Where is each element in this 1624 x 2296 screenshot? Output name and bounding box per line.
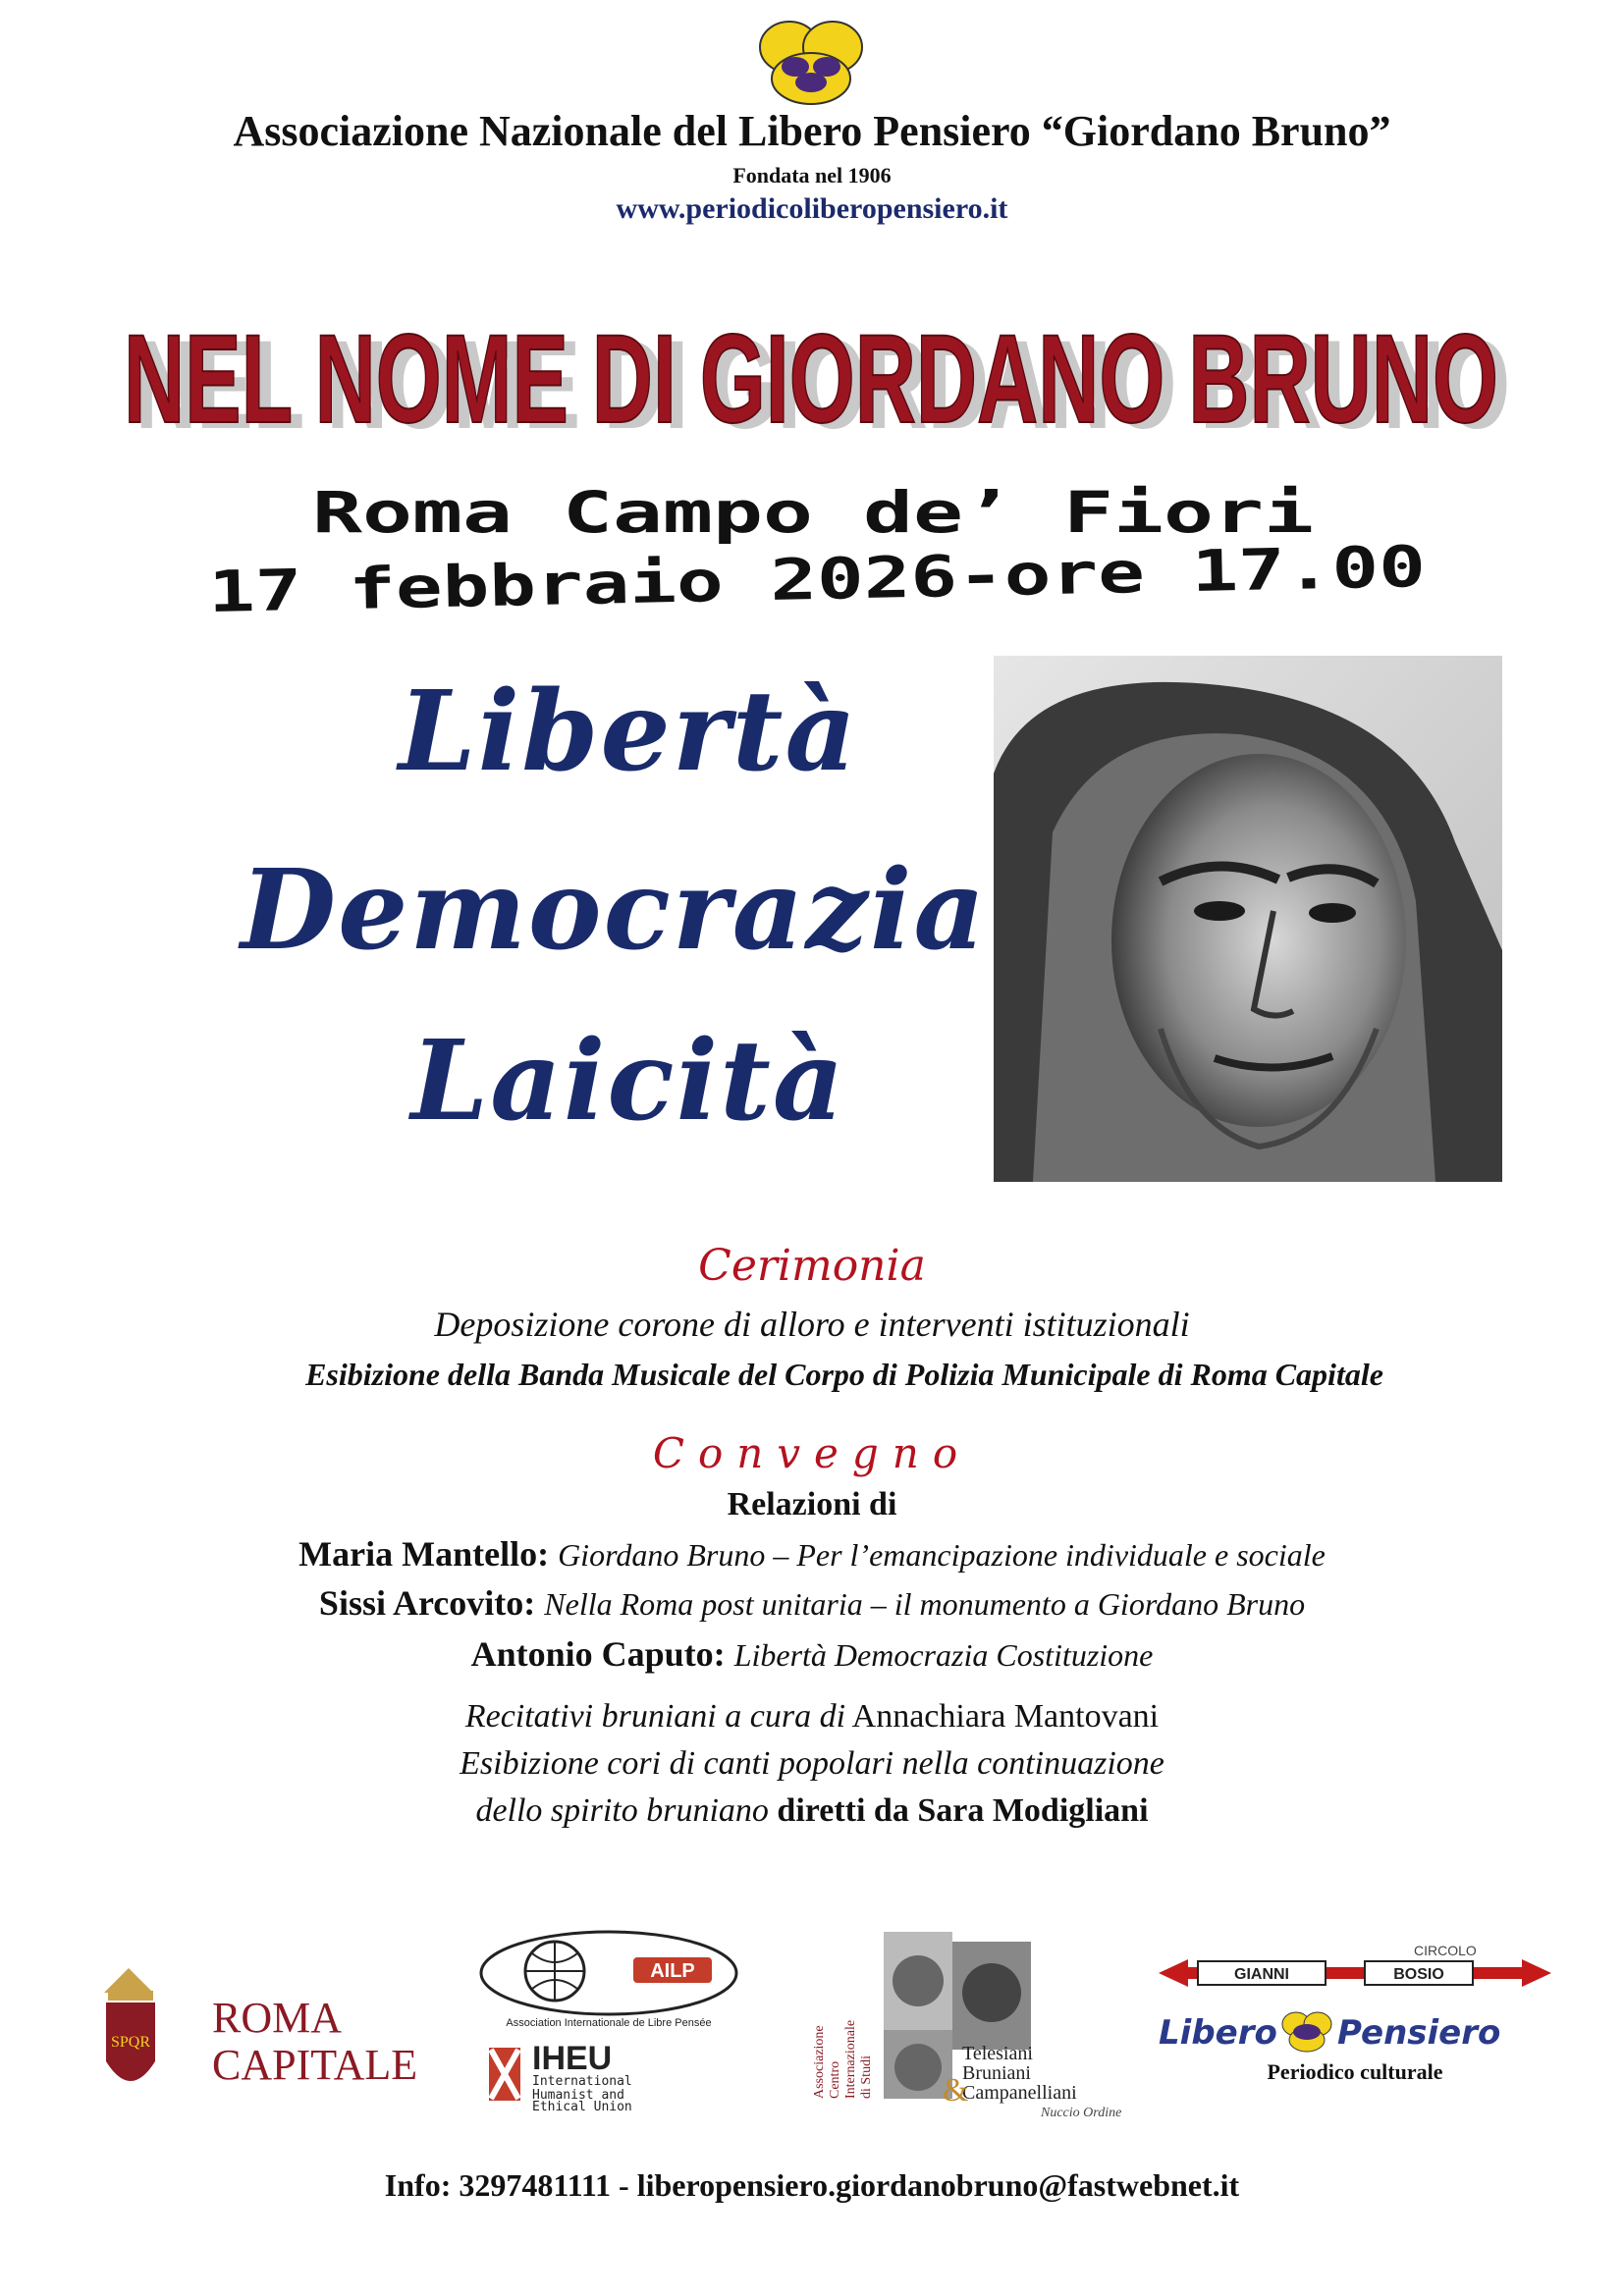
- contact-info: Info: 3297481111 - liberopensiero.giordanobruno@fastwebnet.it: [384, 2167, 1240, 2203]
- pansy-logo-icon: [756, 20, 866, 106]
- circolo-text: CIRCOLO: [1414, 1943, 1477, 1958]
- speaker-talk: Nella Roma post unitaria – il monumento a Giordano Bruno: [544, 1586, 1306, 1622]
- convegno-title: Convegno: [652, 1429, 972, 1477]
- libero-pensiero-logo: [1149, 1934, 1561, 2120]
- centro-name-2: Bruniani: [962, 2062, 1031, 2084]
- ceremony-line-1: Deposizione corone di alloro e interventi istituzionali: [434, 1305, 1190, 1344]
- pansy-small-icon: [1282, 2012, 1331, 2052]
- gianni-text: GIANNI: [1234, 1966, 1289, 1983]
- cori-line-2: [0, 1792, 1624, 1830]
- value-liberta: Libertà: [398, 667, 859, 796]
- cori-director: diretti da Sara Modigliani: [777, 1792, 1149, 1829]
- ceremony-line-2: Esibizione della Banda Musicale del Corpo di Polizia Municipale di Roma Capitale: [305, 1357, 1383, 1392]
- iheu-line-1: International: [532, 2074, 632, 2089]
- centro-vertical-3: Internazionale: [843, 2019, 858, 2099]
- speaker-talk: Giordano Bruno – Per l’emancipazione individuale e sociale: [558, 1537, 1326, 1573]
- centro-vertical-4: di Studi: [859, 2056, 874, 2099]
- centro-studi-logo: [805, 1922, 1129, 2118]
- cori-line-1-italic: Esibizione cori di canti popolari nella continuazione: [460, 1745, 1164, 1782]
- iheu-text: IHEU: [532, 2040, 613, 2077]
- ailp-subtitle: Association Internationale de Libre Pensée: [506, 2017, 712, 2029]
- value-laicita: Laicità: [410, 1017, 846, 1146]
- iheu-line-2: Humanist and: [532, 2088, 624, 2103]
- centro-founder: Nuccio Ordine: [1041, 2106, 1122, 2118]
- recitativi-name: Annachiara Mantovani: [851, 1698, 1160, 1735]
- periodico-text: Periodico culturale: [1267, 2059, 1443, 2084]
- speaker-name: Antonio Caputo:: [470, 1634, 726, 1674]
- centro-ampersand: &: [943, 2072, 969, 2109]
- recitativi-italic: Recitativi bruniani a cura di: [464, 1698, 846, 1735]
- event-place: Roma Campo de’ Fiori: [312, 479, 1314, 546]
- roma-text: ROMA: [212, 1994, 343, 2042]
- founded-note: Fondata nel 1906: [732, 163, 892, 187]
- bosio-text: BOSIO: [1393, 1966, 1444, 1983]
- speaker-row: [0, 1582, 1624, 1624]
- speaker-name: Sissi Arcovito:: [318, 1583, 536, 1623]
- event-place-date: [0, 471, 1624, 628]
- relazioni-di: Relazioni di: [727, 1486, 897, 1522]
- spqr-text: SPQR: [110, 2034, 151, 2051]
- capitale-text: CAPITALE: [212, 2041, 418, 2089]
- event-title-shadow: NEL NOME DI GIORDANO BRUNO: [135, 315, 1510, 455]
- giordano-bruno-portrait: [994, 656, 1502, 1182]
- centro-name-1: Telesiani: [962, 2043, 1033, 2064]
- speaker-row: [0, 1633, 1624, 1675]
- centro-name-3: Campanelliani: [962, 2082, 1077, 2104]
- cori-line-2-italic: dello spirito bruniano: [475, 1792, 769, 1829]
- centro-vertical-1: Associazione: [812, 2025, 827, 2099]
- value-democrazia: Democrazia: [241, 846, 988, 975]
- speaker-name: Maria Mantello:: [298, 1534, 550, 1574]
- centro-vertical-2: Centro: [828, 2060, 842, 2099]
- speaker-talk: Libertà Democrazia Costituzione: [733, 1637, 1154, 1673]
- pensiero-text: Pensiero: [1337, 2013, 1501, 2053]
- ceremony-title: Cerimonia: [698, 1241, 926, 1291]
- association-name: Associazione Nazionale del Libero Pensiero “Giordano Bruno”: [233, 107, 1391, 155]
- website-link[interactable]: www.periodicoliberopensiero.it: [616, 192, 1008, 225]
- recitativi-line: [0, 1698, 1624, 1735]
- event-title: [0, 265, 1624, 471]
- cori-line-1: [0, 1745, 1624, 1783]
- ailp-iheu-logo: [461, 1924, 756, 2110]
- event-date-time: 17 febbraio 2026-ore 17.00: [207, 539, 1101, 625]
- iheu-line-3: Ethical Union: [532, 2100, 632, 2110]
- libero-text: Libero: [1159, 2013, 1277, 2053]
- event-title-text: NEL NOME DI GIORDANO BRUNO: [124, 309, 1498, 450]
- speaker-row: [0, 1533, 1624, 1575]
- roma-capitale-logo: [94, 1963, 428, 2110]
- ailp-text: AILP: [650, 1960, 695, 1982]
